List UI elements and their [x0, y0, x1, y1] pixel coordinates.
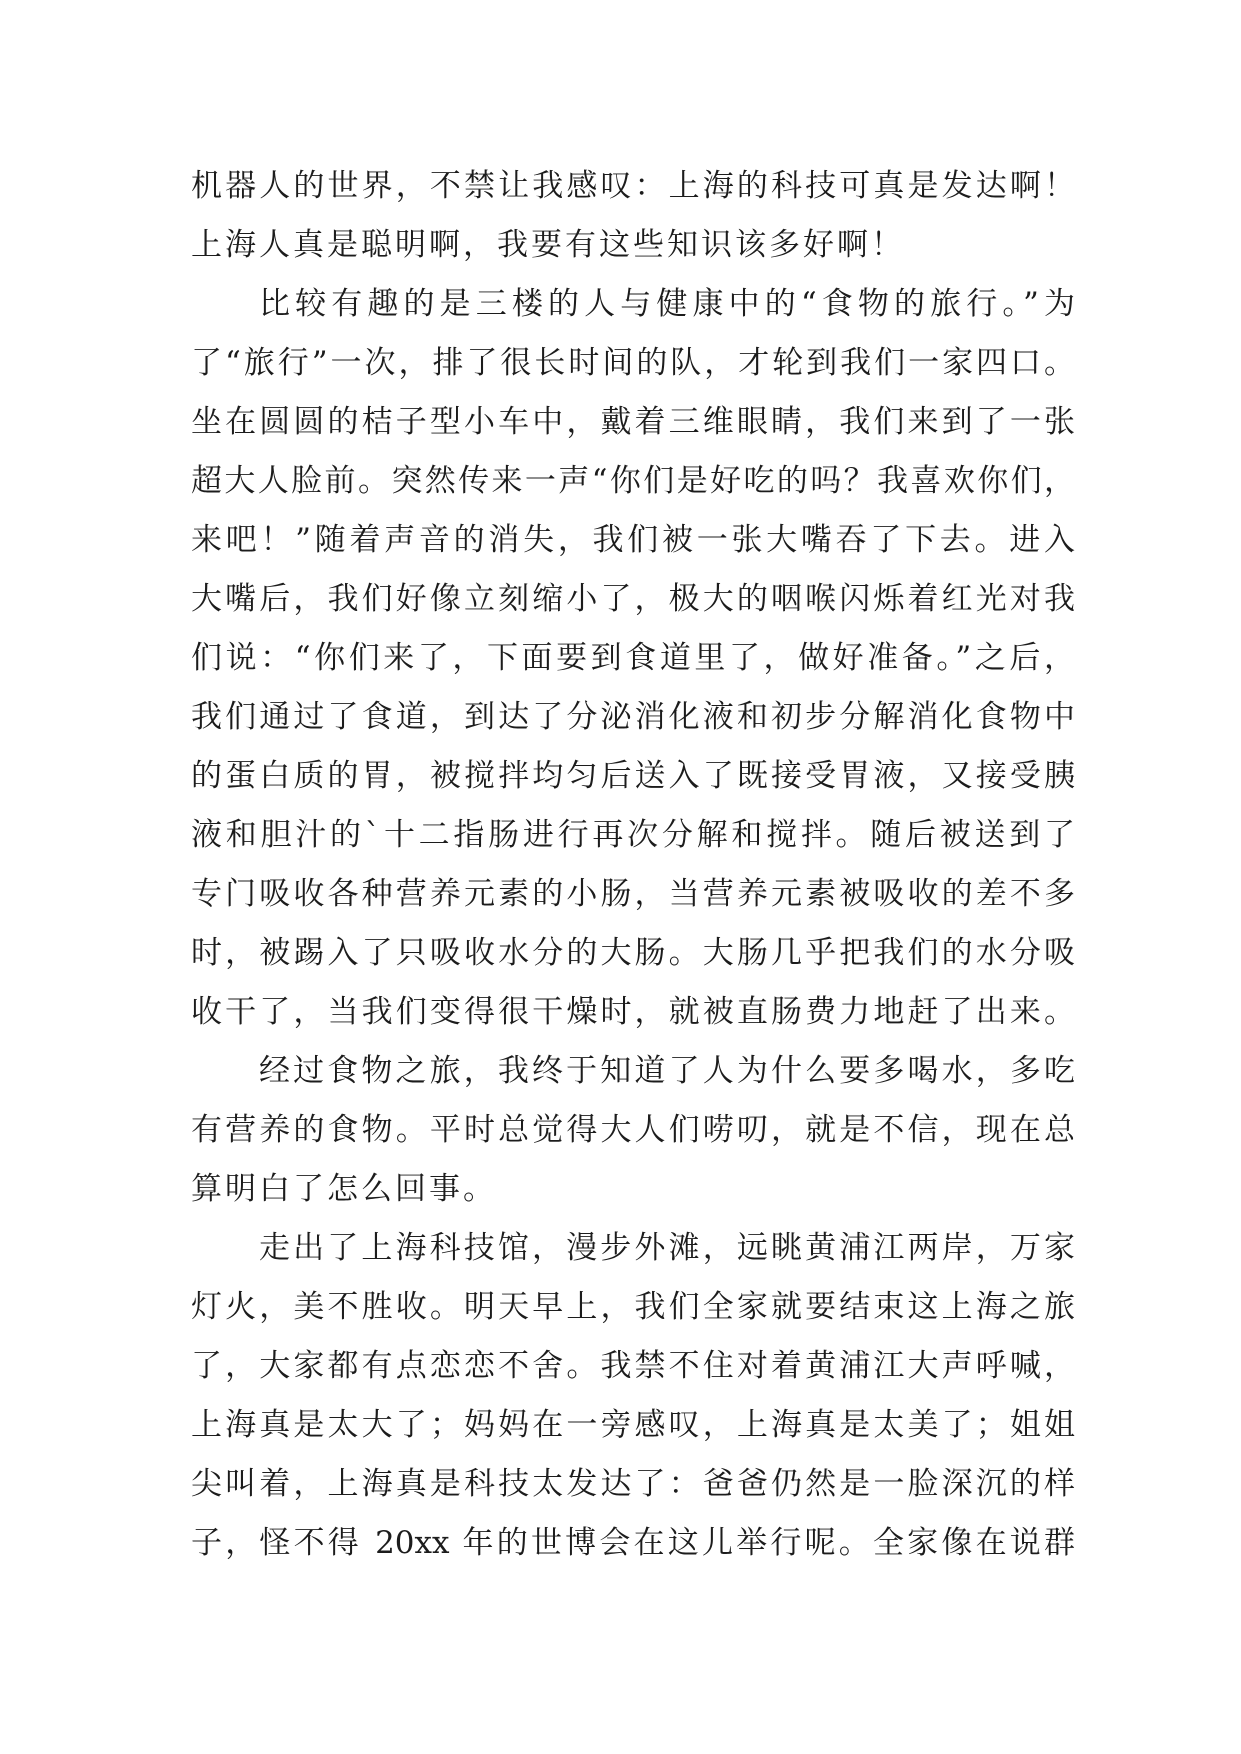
paragraph	[191, 1042, 1075, 1219]
text-line: 收干了，当我们变得很干燥时，就被直肠费力地赶了出来。	[191, 994, 1075, 1030]
text-line: 有营养的食物。平时总觉得大人们唠叨，就是不信，现在总	[191, 1112, 1075, 1148]
text-line: 经过食物之旅，我终于知道了人为什么要多喝水，多吃	[259, 1053, 1075, 1089]
text-line: 上海人真是聪明啊，我要有这些知识该多好啊！	[191, 227, 905, 263]
text-line: 们说：“你们来了，下面要到食道里了，做好准备。”之后，	[191, 640, 1075, 676]
text-line: 液和胆汁的`十二指肠进行再次分解和搅拌。随后被送到了	[191, 817, 1075, 853]
text-line: 算明白了怎么回事。	[191, 1171, 497, 1207]
text-line: 上海真是太大了；妈妈在一旁感叹，上海真是太美了；姐姐	[191, 1407, 1075, 1443]
text-line: 子，怪不得 20xx 年的世博会在这儿举行呢。全家像在说群	[191, 1525, 1075, 1561]
body-text	[191, 157, 1075, 1573]
text-line: 比较有趣的是三楼的人与健康中的“食物的旅行。”为	[259, 286, 1075, 322]
text-line: 尖叫着，上海真是科技太发达了：爸爸仍然是一脸深沉的样	[191, 1466, 1075, 1502]
text-line: 超大人脸前。突然传来一声“你们是好吃的吗？我喜欢你们，	[191, 463, 1075, 499]
text-line: 了“旅行”一次，排了很长时间的队，才轮到我们一家四口。	[191, 345, 1075, 381]
text-line: 的蛋白质的胃，被搅拌均匀后送入了既接受胃液，又接受胰	[191, 758, 1075, 794]
text-line: 了，大家都有点恋恋不舍。我禁不住对着黄浦江大声呼喊，	[191, 1348, 1075, 1384]
text-line: 时，被踢入了只吸收水分的大肠。大肠几乎把我们的水分吸	[191, 935, 1075, 971]
text-line: 大嘴后，我们好像立刻缩小了，极大的咽喉闪烁着红光对我	[191, 581, 1075, 617]
text-line: 来吧！”随着声音的消失，我们被一张大嘴吞了下去。进入	[191, 522, 1075, 558]
paragraph	[191, 275, 1075, 1042]
text-line: 走出了上海科技馆，漫步外滩，远眺黄浦江两岸，万家	[259, 1230, 1075, 1266]
paragraph	[191, 157, 1075, 275]
text-line: 专门吸收各种营养元素的小肠，当营养元素被吸收的差不多	[191, 876, 1075, 912]
text-line: 坐在圆圆的桔子型小车中，戴着三维眼睛，我们来到了一张	[191, 404, 1075, 440]
text-line: 灯火，美不胜收。明天早上，我们全家就要结束这上海之旅	[191, 1289, 1075, 1325]
paragraph	[191, 1219, 1075, 1573]
text-line: 机器人的世界，不禁让我感叹：上海的科技可真是发达啊！	[191, 168, 1075, 204]
text-line: 我们通过了食道，到达了分泌消化液和初步分解消化食物中	[191, 699, 1075, 735]
